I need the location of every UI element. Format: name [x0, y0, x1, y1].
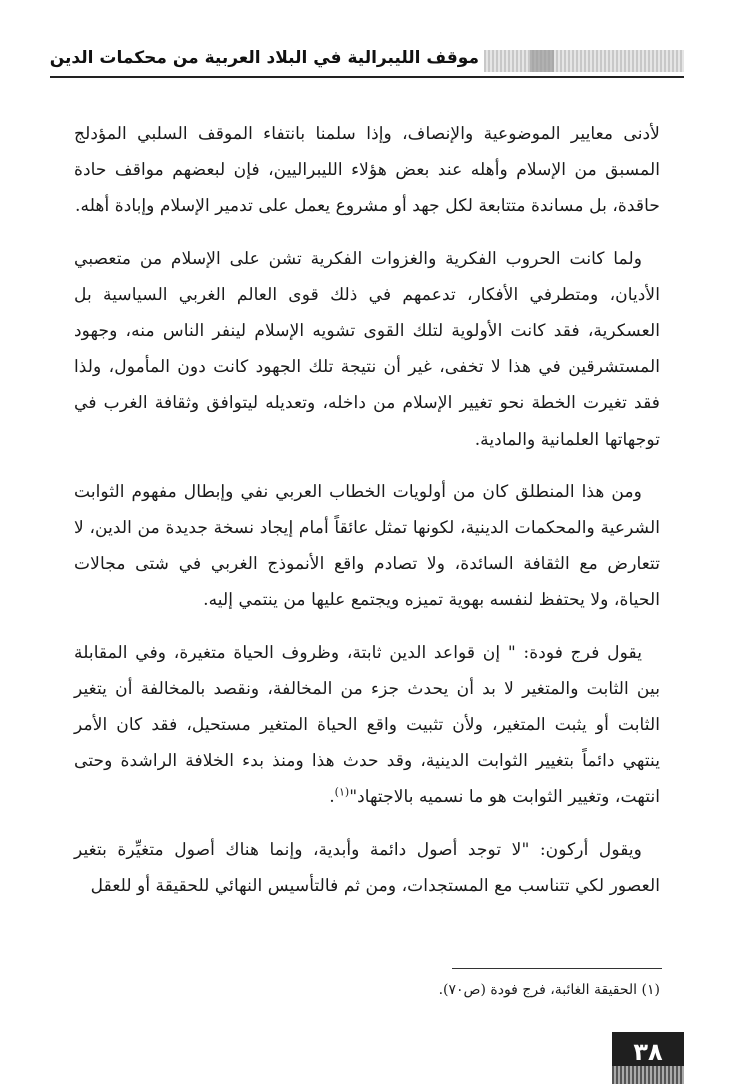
- page-number-ornament: [612, 1066, 684, 1084]
- footnote: (١) الحقيقة الغائبة، فرج فودة (ص٧٠).: [438, 982, 660, 998]
- running-header: [50, 44, 684, 78]
- running-header-title: موقف الليبرالية في البلاد العربية من محكمات الدين: [49, 48, 479, 68]
- paragraph-4-text: يقول فرج فودة: " إن قواعد الدين ثابتة، وظروف الحياة متغيرة، وفي المقابلة بين الثابت والمتغير لا بد أن يحدث جزء من المخالفة، ونقصد بالمخالفة أن يتغير الثابت أو يثبت المتغير، ولأن تثبيت واقع الحياة المتغير مستحيل، فقد كان الأمر ينتهي دائماً بتغيير الثوابت الدينية، وقد حدث هذا ومنذ بدء الخلافة الراشدة وحتى انتهت، وتغيير الثوابت هو ما نسميه بالاجتهاد": [74, 642, 660, 808]
- body-text: [74, 116, 660, 920]
- paragraph-1: لأدنى معايير الموضوعية والإنصاف، وإذا سلمنا بانتفاء الموقف السلبي المؤدلج المسبق من الإسلام وأهله عند بعض هؤلاء الليبراليين، فإن لبعضهم مواقف حادة حاقدة، بل مساندة متتابعة لكل جهد أو مشروع يعمل على تدمير الإسلام وإبادة أهله.: [74, 124, 660, 217]
- header-ornament: [484, 50, 684, 72]
- paragraph-5: ويقول أركون: "لا توجد أصول دائمة وأبدية، وإنما هناك أصول متغيِّرة بتغير العصور لكي تتناسب مع المستجدات، ومن ثم فالتأسيس النهائي للحقيقة أو للعقل: [74, 839, 660, 896]
- paragraph-4: [74, 635, 660, 816]
- header-divider: [50, 76, 684, 78]
- paragraph-2: ولما كانت الحروب الفكرية والغزوات الفكرية تشن على الإسلام من متعصبي الأديان، ومتطرفي الأفكار، تدعمهم في ذلك قوى العالم الغربي السياسية بل العسكرية، فقد كانت الأولوية لتلك القوى تشويه الإسلام لينفر الناس منه، وجهود المستشرقين في هذا لا تخفى، غير أن نتيجة تلك الجهود كانت دون المأمول، ولذا فقد تغيرت الخطة نحو تغيير الإسلام من داخله، وتعديله ليتوافق وثقافة الغرب في توجهاتها العلمانية والمادية.: [74, 248, 660, 450]
- paragraph-3: ومن هذا المنطلق كان من أولويات الخطاب العربي نفي وإبطال مفهوم الثوابت الشرعية والمحكمات الدينية، لكونها تمثل عائقاً أمام إيجاد نسخة جديدة من الدين، لا تتعارض مع الثقافة السائدة، ولا تصادم واقع الأنموذج الغربي في شتى مجالات الحياة، ولا يحتفظ لنفسه بهوية تميزه ويجتمع عليها من ينتمي إليه.: [74, 481, 660, 611]
- header-ornament-mark: [530, 50, 554, 72]
- footnote-divider: [452, 968, 662, 969]
- paragraph-4-end: .: [329, 787, 335, 808]
- footnote-reference: (١): [334, 785, 350, 799]
- page-number: ٣٨: [612, 1032, 684, 1072]
